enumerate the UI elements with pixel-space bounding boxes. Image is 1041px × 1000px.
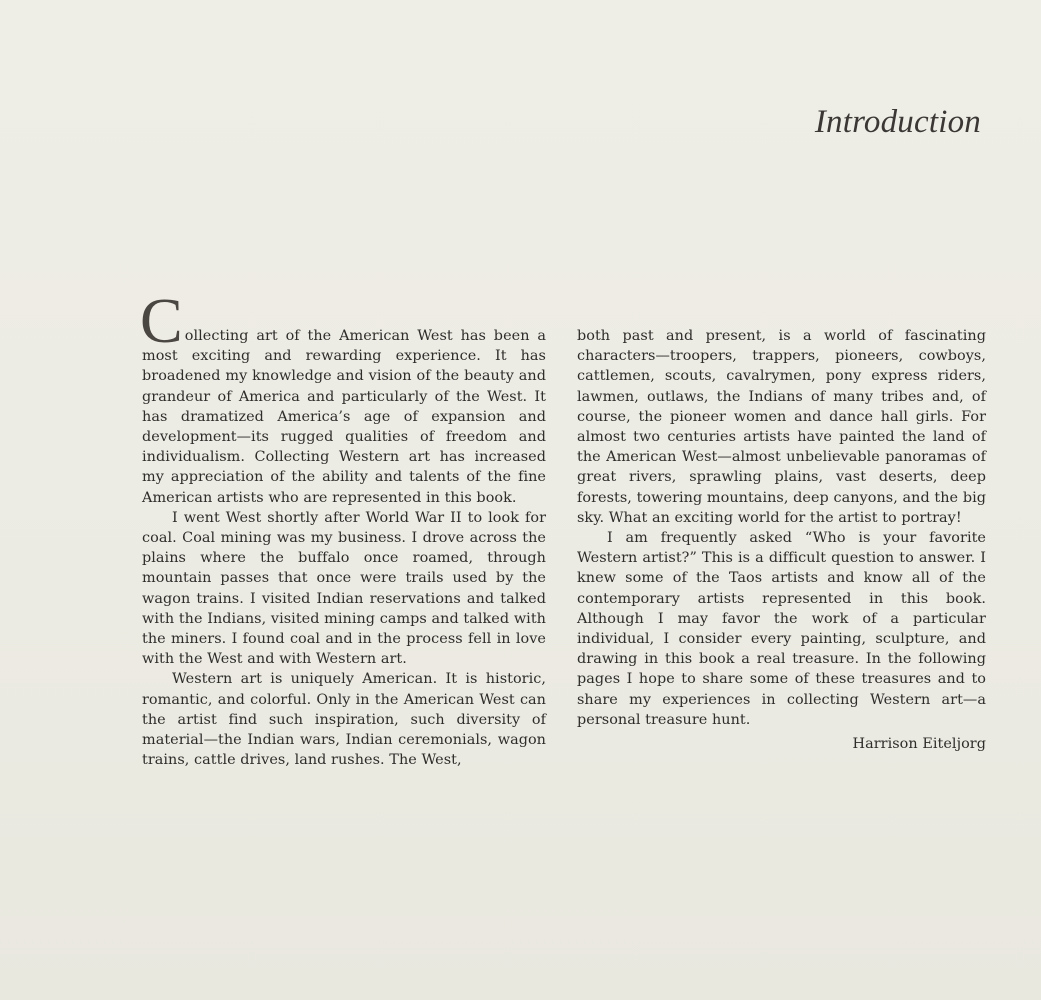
left-column — [140, 285, 546, 770]
paragraph-2: I went West shortly after World War II to look for coal. Coal mining was my business. I drove across the plains where the buffalo once roamed, through mountain passes that once were trails used by the wagon trains. I visited Indian reservations and talked with the Indians, visited mining camps and talked with the miners. I found coal and in the process fell in love with the West and with Western art. — [142, 509, 546, 668]
paragraph-1-text: ollecting art of the American West has been a most exciting and rewarding experience. It has broadened my knowledge and vision of the beauty and grandeur of America and particularly of the West. It has dramatized America’s age of expansion and development—its rugged qualities of freedom and individualism. Collecting Western art has increased my appreciation of the ability and talents of the fine American artists who are represented in this book. — [142, 328, 546, 506]
page-title: Introduction — [814, 104, 981, 140]
drop-cap-spacer — [142, 292, 546, 326]
paragraph-1 — [140, 285, 546, 508]
paragraph-4: both past and present, is a world of fascinating characters—troopers, trappers, pioneers, cowboys, cattlemen, scouts, cavalrymen, pony express riders, lawmen, outlaws, the Indians of many tribes and, of course, the pioneer women and dance hall girls. For almost two centuries artists have painted the land of the American West—almost unbelievable panoramas of great rivers, sprawling plains, vast deserts, deep forests, towering mountains, deep canyons, and the big sky. What an exciting world for the artist to portray! — [577, 328, 986, 526]
paragraph-5: I am frequently asked “Who is your favorite Western artist?” This is a difficult question to answer. I knew some of the Taos artists and know all of the contemporary artists represented in this book. Although I may favor the work of a particular individual, I consider every painting, sculpture, and drawing in this book a real treasure. In the following pages I hope to share some of these treasures and to share my experiences in collecting Western art—a personal treasure hunt. — [577, 530, 986, 728]
drop-cap: C — [140, 285, 183, 356]
right-column — [577, 326, 986, 754]
author-signature: Harrison Eiteljorg — [852, 736, 986, 753]
paragraph-3: Western art is uniquely American. It is historic, romantic, and colorful. Only in the American West can the artist find such inspiration, such diversity of material—the Indian wars, Indian ceremonials, wagon trains, cattle drives, land rushes. The West, — [142, 671, 546, 769]
